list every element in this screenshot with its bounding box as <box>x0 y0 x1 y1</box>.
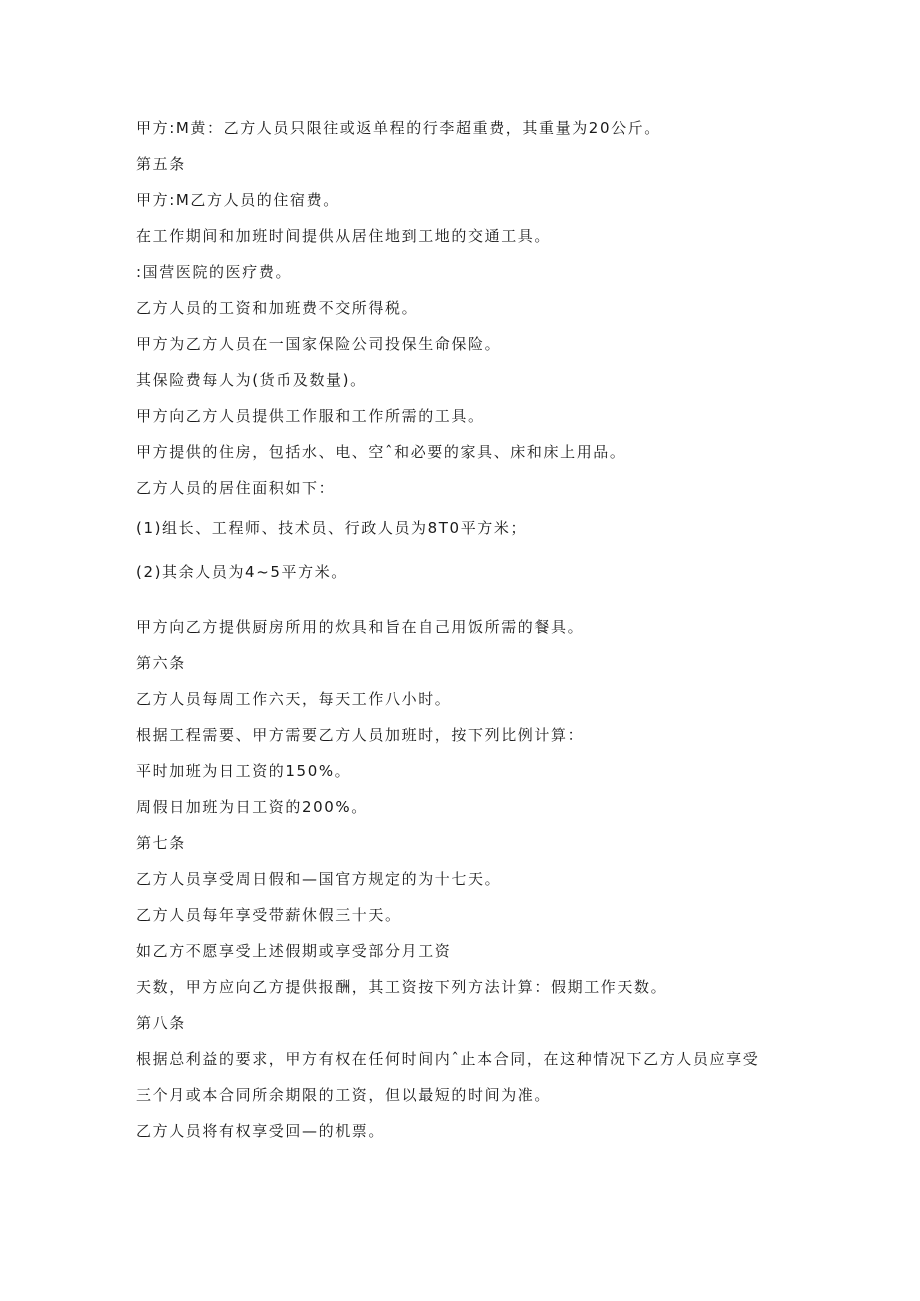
article-heading: 第六条 <box>136 654 186 672</box>
text-line: 乙方人员每年享受带薪休假三十天。 <box>136 906 402 924</box>
text-line: 天数，甲方应向乙方提供报酬，其工资按下列方法计算：假期工作天数。 <box>136 978 668 996</box>
text-line: 根据工程需要、甲方需要乙方人员加班时，按下列比例计算： <box>136 726 585 744</box>
text-line: 在工作期间和加班时间提供从居住地到工地的交通工具。 <box>136 227 552 245</box>
text-line: 乙方人员享受周日假和—国官方规定的为十七天。 <box>136 870 502 888</box>
text-line: 甲方提供的住房，包括水、电、空ˆ和必要的家具、床和床上用品。 <box>136 443 627 461</box>
text-line: 甲方:M乙方人员的住宿费。 <box>136 191 340 209</box>
text-line: 乙方人员的居住面积如下： <box>136 479 336 497</box>
article-heading: 第五条 <box>136 155 186 173</box>
text-line: :国营医院的医疗费。 <box>136 263 293 281</box>
text-line: 根据总利益的要求，甲方有权在任何时间内ˆ止本合同，在这种情况下乙方人员应享受 <box>136 1050 760 1068</box>
text-line: 乙方人员的工资和加班费不交所得税。 <box>136 299 419 317</box>
text-line: 周假日加班为日工资的200%。 <box>136 798 368 816</box>
text-line: 三个月或本合同所余期限的工资，但以最短的时间为准。 <box>136 1086 552 1104</box>
text-line: 其保险费每人为(货币及数量)。 <box>136 371 367 389</box>
list-item: (2)其余人员为4~5平方米。 <box>136 563 348 581</box>
text-line: 甲方向乙方提供厨房所用的炊具和旨在自己用饭所需的餐具。 <box>136 618 585 636</box>
article-heading: 第七条 <box>136 834 186 852</box>
text-line: 甲方向乙方人员提供工作服和工作所需的工具。 <box>136 407 485 425</box>
article-heading: 第八条 <box>136 1014 186 1032</box>
text-line: 乙方人员每周工作六天，每天工作八小时。 <box>136 690 452 708</box>
list-item: (1)组长、工程师、技术员、行政人员为8T0平方米； <box>136 519 528 537</box>
text-line: 平时加班为日工资的150%。 <box>136 762 352 780</box>
text-line: 乙方人员将有权享受回—的机票。 <box>136 1122 386 1140</box>
text-line: 甲方为乙方人员在一国家保险公司投保生命保险。 <box>136 335 502 353</box>
text-line: 甲方:M黄：乙方人员只限往或返单程的行李超重费，其重量为20公斤。 <box>136 119 661 137</box>
text-line: 如乙方不愿享受上述假期或享受部分月工资 <box>136 942 452 960</box>
